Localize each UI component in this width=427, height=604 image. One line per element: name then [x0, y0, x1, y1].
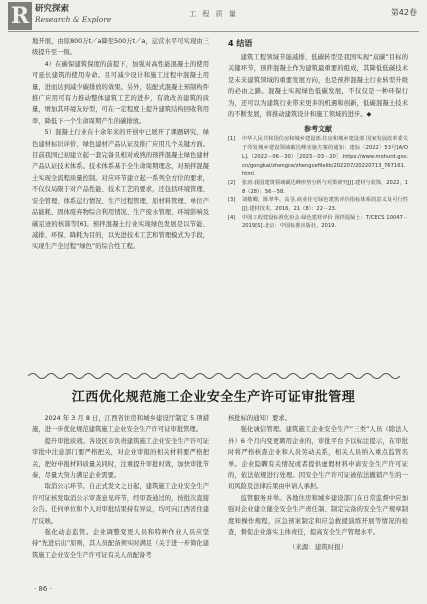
conclusion-text: 建筑工程领域节能减排、低碳转型是我国实现“双碳”目标的关键环节，预拌混凝土作为建筑最重要的组成，其降低低碳技术是未来建筑领域的重要发展方向，也是预拌混凝土行业转型升级的必由之路。混凝土实现绿色低碳发展，不仅仅是一种环保行为，还可以为建筑行业带来更多的机遇和创新，低碳混凝土技术的不断发展，将推动建筑设计和施工领域的进步。	[228, 54, 408, 119]
reference-number: [3]	[228, 197, 236, 204]
body-paragraph: 强化诚信管理。建筑施工企业安全生产“三类”人员（除法人外）6 个月内变更聘用企业的，审批平台予以标注提示，在审批时将严格核查企业和人员劳动关系，相关人员纳入重点监管名单。企业隐瞒有关情况或者提供虚假材料申请安全生产许可证的，依法依规进行处理。因安全生产许可证被依法撤销产生的一切风险及法律后果由申请人承担。	[228, 426, 408, 491]
body-paragraph: 提升审批质效。各设区市负责建筑施工企业安全生产许可证审批中注意部门要严格把关，对企业审报的相关材料要严格把关，把好申报材料质量关同时，注重提升审批时效，加快审批节奏，尽量大努力满足企业需要。	[32, 437, 209, 480]
body-paragraph: 取消公示环节。自正式发文之日起，建筑施工企业安全生产许可证核发取消公示审查意见环节，经审查通过的，按批次直接公告。任何单位和个人对审批结果持有异议，均可向江西省住建厅反映。	[32, 483, 209, 525]
article-source: （来源：建筑时报）	[288, 543, 348, 552]
right-column-upper	[228, 36, 408, 231]
page-header	[0, 0, 427, 34]
section-label-en: Research & Explore	[35, 15, 112, 24]
references-heading: 参考文献	[304, 125, 332, 134]
reference-text: 中华人民共和国住房和城乡建设部.住房和城乡建设部 国家发展改革委关于印发城乡建设领域碳达峰实施方案的通知：建标〔2022〕53号[A/OL].（2022－06－30）［2023－03－20］.https://www.mohurd.gov.cn/gongkai/zhengce/zhengcefilelib/202207/20220713_767161.html.	[242, 136, 408, 178]
left-column-upper	[32, 36, 209, 253]
reference-number: [4]	[228, 214, 236, 221]
reference-text: 中国工程建设标准化协会.绿色建材评价 预拌混凝土：T/CECS 10047－2019[S].北京：中国标准出版社，2019.	[242, 214, 408, 230]
reference-item	[228, 135, 408, 179]
body-paragraph: 监管服务并举。各地住房和城乡建设部门在日常监督中应加强对企业建立健全安全生产责任制、制定完备的安全生产规章制度和操作规程，应急预案制定和应急救援演练开展等情况的检查，督促企业落实主体责任，提高安全生产管理水平。	[228, 494, 408, 537]
reference-item	[228, 179, 408, 196]
reference-item	[228, 196, 408, 213]
right-column-lower	[228, 413, 408, 553]
volume-label: 第42卷	[390, 8, 417, 17]
body-paragraph: 地开展，由原800万t／a降至500万t／a，运营水平可实现由三级提升至一级。	[32, 38, 209, 57]
end-mark-icon: ◆	[366, 111, 372, 119]
article-title: 江西优化规范施工企业安全生产许可证审批管理	[71, 390, 356, 405]
left-column-lower	[32, 413, 209, 561]
body-paragraph: 5）混凝土行业在十余年来的开创中已展开了课题研究、绿色建材标识评价、绿色建材产品认证及推广应用几个关键方面。目前我国已初建立起一套完备且相对成熟的预拌混凝土绿色建材产品认证技术体系。技术体系基于全生命周期理念，对预拌混凝土实现全流程质量控制。对应环节建立起一系列全方位的要求，不仅仅局限于对产品性能、技术工艺的要求，还包括环境管理、安全管理、体系运行情况、生产过程管理、原材料管理、单位产品能耗、固体废弃物综合利用情况、生产废水管理、环境影响及碳足迹的核算等[6]。预拌混凝土行业实现绿色发展是以节能、减排、环保、降耗为目的，以先进技术工艺和管理模式为手段，实现生产全过程“绿色”的综合性工程。	[32, 129, 209, 251]
body-paragraph: 核批标的通知）要求。	[228, 415, 291, 422]
header-rule	[8, 31, 419, 32]
reference-list	[228, 135, 408, 231]
page-number: · 86 ·	[34, 585, 52, 593]
body-paragraph	[228, 52, 408, 120]
reference-text: 张涛.我国建筑领域碳达峰形势分析与对策研究[J].建材与装饰，2022，18（28）：56－58.	[242, 179, 408, 195]
reference-number: [1]	[228, 136, 236, 143]
reference-text: 刘敬卿，陈翠华，高茎.商业住宅绿色建筑评价指标体系的意义及可行性[J].建材技术，2016，21（8）：22－23.	[242, 197, 408, 213]
journal-logo-mark: R	[8, 2, 32, 30]
body-paragraph: 4）在碳保建筑保度的前提下，加强对高性能混凝土的使用可延长建筑的使用寿命。且可减少设计和施工过程中混凝土用量，进而达到减少碳排放的效果。另外，装配式混凝土预制构件推广应用可有力推动整体建筑工艺的进步，有效改善建筑的质量，增加其环境友好型，可在一定程度上提升建筑结构回收利用率，降低下一个生命周期产生的碳排放。	[32, 60, 209, 125]
body-paragraph: 强化动态监管。企业调整变更人员和特种作业人员应坚持“先进后出”原则，其人员配备须实时满足（关于进一步简化建筑施工企业安全生产许可证有关人员配备考	[32, 529, 209, 559]
journal-name: 工 程 质 量	[189, 10, 238, 18]
section-heading-conclusion: 4 结语	[228, 39, 253, 48]
section-label-cn: 研究探索	[35, 4, 70, 14]
wavy-divider	[28, 371, 400, 381]
reference-number: [2]	[228, 179, 236, 186]
body-paragraph: 2024 年 3 月 8 日，江西省住房和城乡建设厅制定 5 项措施，进一步优化规范建筑施工企业安全生产许可证审批管理。	[32, 415, 209, 434]
reference-item	[228, 214, 408, 231]
